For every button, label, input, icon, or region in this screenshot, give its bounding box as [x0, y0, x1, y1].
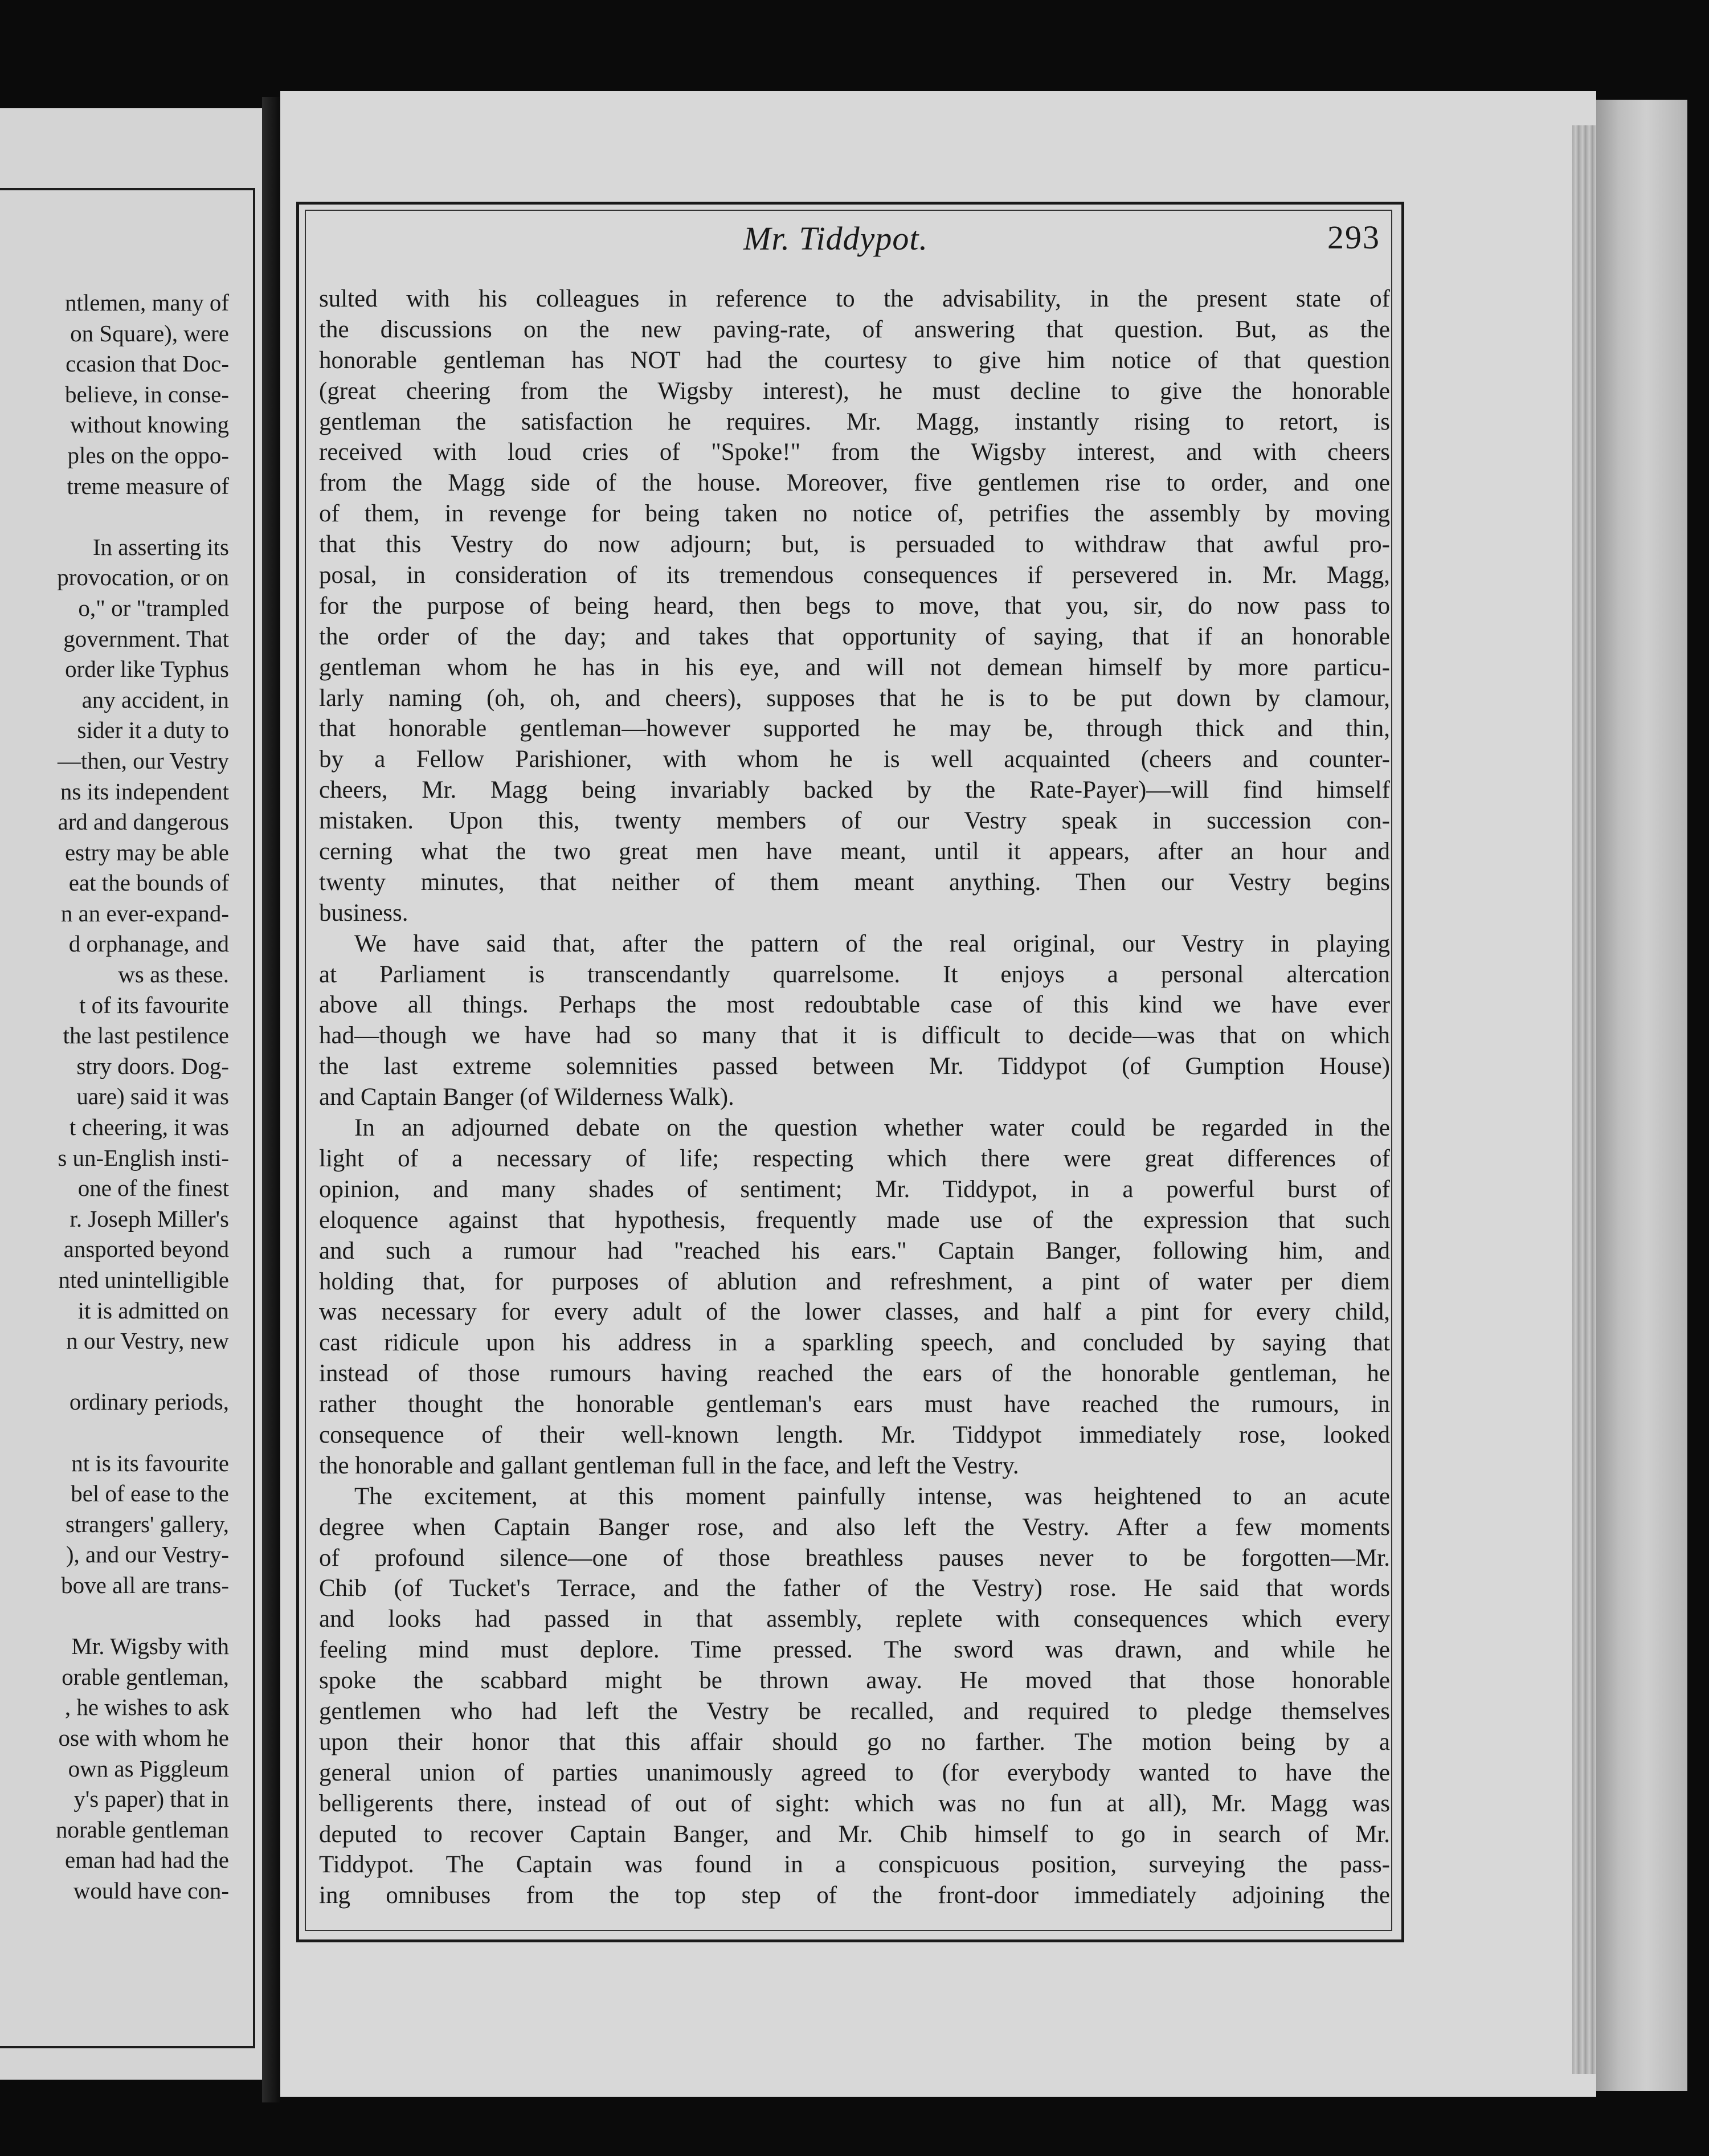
text-line: that this Vestry do now adjourn; but, is persuaded to withdraw that awful pro- [319, 531, 1390, 558]
text-line: the last extreme solemnities passed between Mr. Tiddypot (of Gumption House) [319, 1053, 1390, 1080]
left-text-line: ccasion that Doc- [66, 350, 229, 377]
left-frame-bottom-rule [0, 2046, 255, 2048]
text-line: and such a rumour had "reached his ears." Captain Banger, following him, and [319, 1237, 1390, 1264]
text-line: the discussions on the new paving-rate, of answering that question. But, as the [319, 316, 1390, 343]
text-line: gentlemen who had left the Vestry be recalled, and required to pledge themselves [319, 1697, 1390, 1725]
text-line: that honorable gentleman—however supported he may be, through thick and thin, [319, 715, 1390, 742]
text-line: consequence of their well-known length. Mr. Tiddypot immediately rose, looked [319, 1421, 1390, 1448]
text-line: degree when Captain Banger rose, and also left the Vestry. After a few moments [319, 1513, 1390, 1541]
left-text-line: bel of ease to the [71, 1480, 229, 1507]
text-line: sulted with his colleagues in reference to the advisability, in the present state of [319, 285, 1390, 312]
left-text-line: ose with whom he [58, 1724, 229, 1751]
left-text-line: In asserting its [92, 533, 229, 560]
text-line: was necessary for every adult of the lower classes, and half a pint for every child, [319, 1298, 1390, 1326]
left-text-line: o," or "trampled [78, 594, 229, 621]
left-text-line: r. Joseph Miller's [69, 1205, 229, 1232]
text-line: upon their honor that this affair should go no farther. The motion being by a [319, 1728, 1390, 1755]
left-text-line: estry may be able [64, 839, 229, 865]
left-text-line: d orphanage, and [68, 930, 229, 957]
left-text-line: would have con- [73, 1877, 229, 1904]
left-text-line: on Square), were [70, 320, 229, 346]
text-line: belligerents there, instead of out of sight: which was no fun at all), Mr. Magg was [319, 1790, 1390, 1817]
left-text-line: uare) said it was [76, 1083, 229, 1110]
left-text-line: treme measure of [67, 472, 229, 499]
text-line: for the purpose of being heard, then begs to move, that you, sir, do now pass to [319, 592, 1390, 619]
left-text-line: t of its favourite [79, 991, 229, 1018]
left-text-line: nted unintelligible [58, 1267, 229, 1293]
left-text-line [0, 501, 229, 532]
text-line: cheers, Mr. Magg being invariably backed by the Rate-Payer)—will find himself [319, 777, 1390, 804]
left-text-line: ), and our Vestry- [66, 1541, 229, 1568]
running-head: Mr. Tiddypot. [743, 220, 928, 257]
book-fore-edge [1596, 100, 1687, 2091]
text-line: business. [319, 899, 408, 926]
text-line: had—though we have had so many that it is difficult to decide—was that on which [319, 1022, 1390, 1050]
left-text-line: ws as these. [118, 961, 229, 988]
text-line: deputed to recover Captain Banger, and Mr. Chib himself to go in search of Mr. [319, 1820, 1390, 1848]
left-text-line: the last pestilence [63, 1022, 229, 1049]
left-text-line: s un-English insti- [58, 1144, 229, 1171]
text-line: The excitement, at this moment painfully intense, was heightened to an acute [354, 1483, 1390, 1510]
text-line: light of a necessary of life; respecting which there were great differences of [319, 1145, 1390, 1172]
text-line: ing omnibuses from the top step of the front-door immediately adjoining the [319, 1882, 1390, 1909]
text-line: posal, in consideration of its tremendous consequences if persevered in. Mr. Magg, [319, 562, 1390, 589]
left-text-line: one of the finest [77, 1175, 229, 1202]
left-text-line: n an ever-expand- [60, 900, 229, 926]
left-text-line: , he wishes to ask [64, 1694, 229, 1721]
left-text-line: y's paper) that in [73, 1786, 229, 1812]
left-text-line: order like Typhus [65, 656, 229, 683]
left-text-line: ard and dangerous [58, 808, 229, 835]
left-text-line: n our Vestry, new [66, 1328, 229, 1354]
text-line: feeling mind must deplore. Time pressed. The sword was drawn, and while he [319, 1636, 1390, 1664]
text-line: mistaken. Upon this, twenty members of our Vestry speak in succession con- [319, 807, 1390, 835]
left-text-line: t cheering, it was [69, 1114, 229, 1141]
text-line: the order of the day; and takes that opportunity of saying, that if an honorable [319, 623, 1390, 650]
left-text-line: government. That [63, 625, 229, 652]
text-line: instead of those rumours having reached the ears of the honorable gentleman, he [319, 1360, 1390, 1387]
text-line: eloquence against that hypothesis, frequently made use of the expression that such [319, 1206, 1390, 1234]
left-text-line: ples on the oppo- [67, 442, 229, 468]
left-page-text [0, 288, 229, 1906]
left-text-line: provocation, or on [57, 564, 229, 591]
text-line: opinion, and many shades of sentiment; Mr. Tiddypot, in a powerful burst of [319, 1175, 1390, 1203]
left-text-line: stry doors. Dog- [76, 1052, 229, 1079]
left-text-line: Mr. Wigsby with [71, 1633, 229, 1660]
text-line: cast ridicule upon his address in a sparkling speech, and concluded by saying that [319, 1329, 1390, 1357]
text-line: (great cheering from the Wigsby interest), he must decline to give the honorable [319, 377, 1390, 405]
facing-page-left [0, 108, 262, 2080]
left-text-line: any accident, in [81, 686, 229, 713]
left-text-line [0, 1601, 229, 1632]
left-text-line: eat the bounds of [68, 869, 229, 896]
page-number: 293 [1327, 219, 1380, 256]
text-line: larly naming (oh, oh, and cheers), supposes that he is to be put down by clamour, [319, 684, 1390, 712]
text-line: gentleman the satisfaction he requires. Mr. Magg, instantly rising to retort, is [319, 408, 1390, 435]
text-line: from the Magg side of the house. Moreover, five gentlemen rise to order, and one [319, 469, 1390, 497]
text-line: rather thought the honorable gentleman's ears must have reached the rumours, in [319, 1391, 1390, 1418]
text-line: above all things. Perhaps the most redoubtable case of this kind we have ever [319, 991, 1390, 1019]
text-line: by a Fellow Parishioner, with whom he is well acquainted (cheers and counter- [319, 746, 1390, 773]
book-gutter [262, 97, 280, 2102]
text-line: cerning what the two great men have meant, until it appears, after an hour and [319, 838, 1390, 865]
left-text-line: believe, in conse- [64, 381, 229, 407]
text-line: Chib (of Tucket's Terrace, and the father of the Vestry) rose. He said that words [319, 1575, 1390, 1602]
text-line: of them, in revenge for being taken no notice of, petrifies the assembly by moving [319, 500, 1390, 528]
text-line: gentleman whom he has in his eye, and will not demean himself by more particu- [319, 654, 1390, 681]
text-line: In an adjourned debate on the question whether water could be regarded in the [354, 1114, 1390, 1142]
text-line: received with loud cries of "Spoke!" from the Wigsby interest, and with cheers [319, 439, 1390, 466]
left-text-line: ns its independent [60, 778, 229, 805]
left-text-line [0, 1418, 229, 1448]
text-line: of profound silence—one of those breathless pauses never to be forgotten—Mr. [319, 1544, 1390, 1571]
body-text [319, 284, 1390, 1911]
text-line: and looks had passed in that assembly, replete with consequences which every [319, 1606, 1390, 1633]
text-line: twenty minutes, that neither of them meant anything. Then our Vestry begins [319, 868, 1390, 896]
left-text-line: nt is its favourite [71, 1449, 229, 1476]
left-text-line: ntlemen, many of [64, 289, 229, 316]
text-line: holding that, for purposes of ablution and refreshment, a pint of water per diem [319, 1268, 1390, 1295]
left-text-line: norable gentleman [56, 1816, 229, 1843]
left-text-line: strangers' gallery, [65, 1510, 229, 1537]
left-text-line: eman had had the [64, 1847, 229, 1873]
left-frame-top-rule [0, 188, 255, 190]
text-line: at Parliament is transcendantly quarrelsome. It enjoys a personal altercation [319, 961, 1390, 988]
text-line: and Captain Banger (of Wilderness Walk). [319, 1084, 734, 1111]
text-line: general union of parties unanimously agreed to (for everybody wanted to have the [319, 1759, 1390, 1786]
left-text-line: own as Piggleum [68, 1755, 229, 1782]
text-line: honorable gentleman has NOT had the courtesy to give him notice of that question [319, 346, 1390, 374]
left-text-line: ansported beyond [63, 1236, 229, 1263]
left-text-line: orable gentleman, [62, 1663, 229, 1690]
left-text-line: —then, our Vestry [57, 747, 229, 774]
text-line: the honorable and gallant gentleman full in the face, and left the Vestry. [319, 1452, 1019, 1479]
left-text-line: sider it a duty to [77, 717, 229, 744]
left-text-line [0, 1357, 229, 1387]
text-line: We have said that, after the pattern of the real original, our Vestry in playing [354, 930, 1390, 957]
text-line: spoke the scabbard might be thrown away. He moved that those honorable [319, 1667, 1390, 1694]
left-text-line: it is admitted on [77, 1297, 229, 1324]
left-text-line: without knowing [69, 411, 229, 438]
text-line: Tiddypot. The Captain was found in a conspicuous position, surveying the pass- [319, 1851, 1390, 1879]
left-text-line: ordinary periods, [69, 1389, 229, 1415]
left-frame-rule [253, 188, 255, 2048]
left-text-line: bove all are trans- [61, 1571, 229, 1598]
